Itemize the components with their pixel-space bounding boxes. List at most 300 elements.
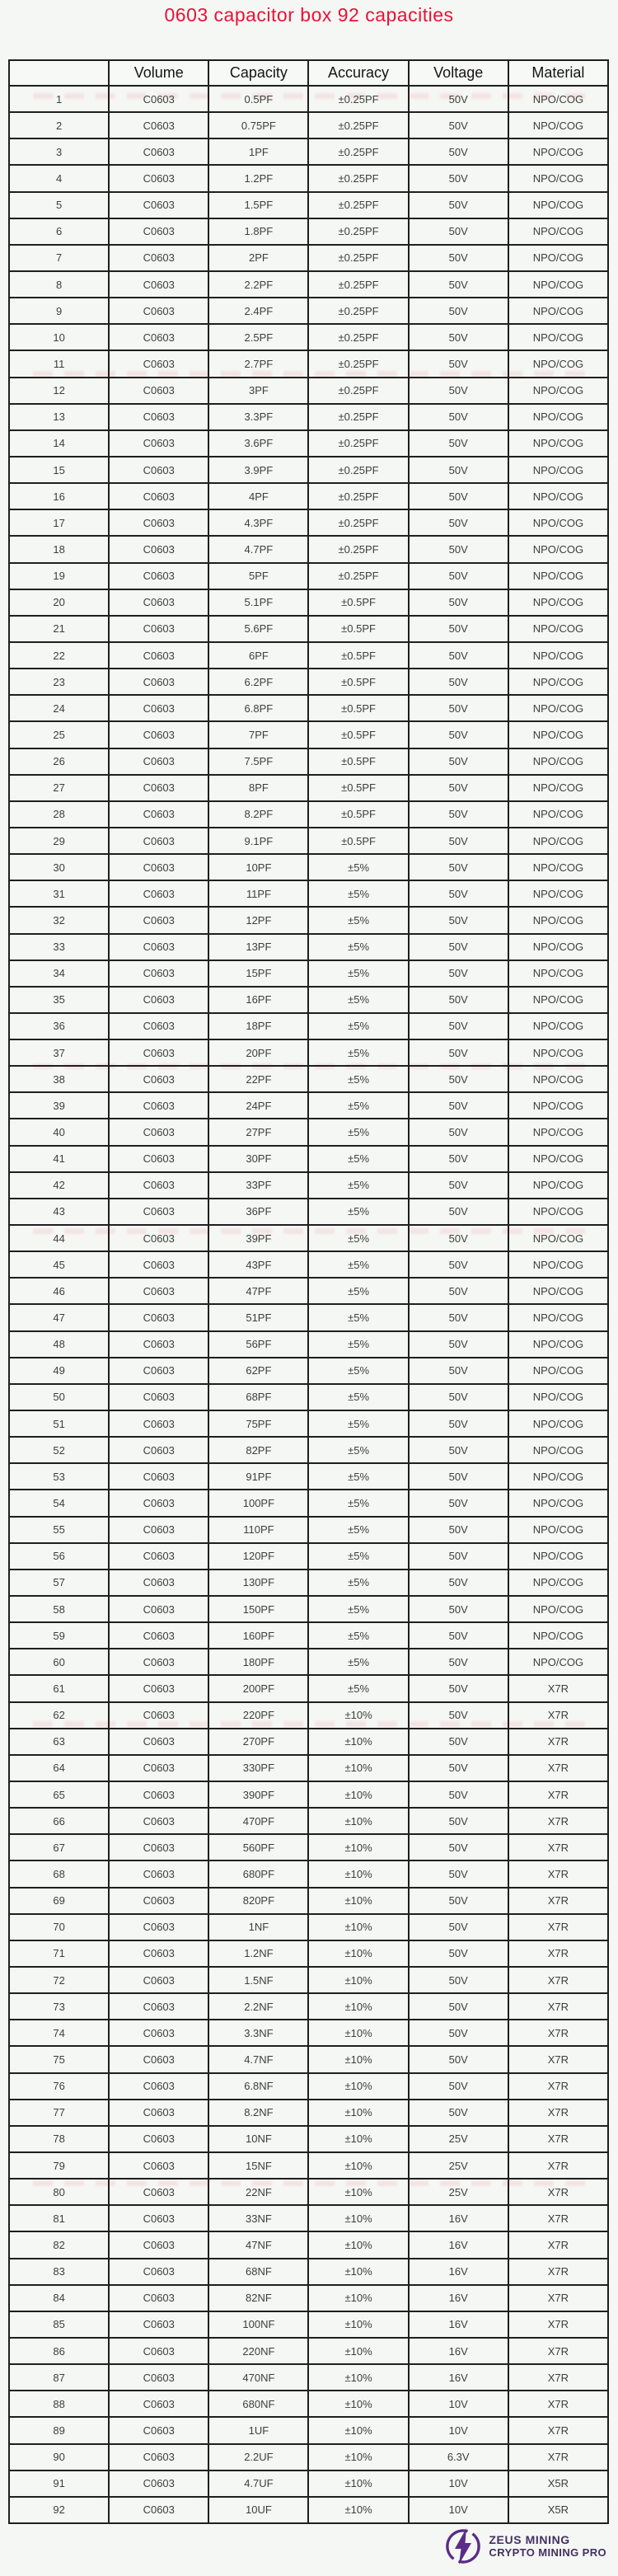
material-cell: NPO/COG xyxy=(508,801,608,828)
capacity-cell: 820PF xyxy=(208,1888,308,1914)
table-row xyxy=(9,138,608,165)
table-row xyxy=(9,2285,608,2311)
voltage-cell: 25V xyxy=(409,2152,508,2179)
voltage-cell: 10V xyxy=(409,2391,508,2417)
row-number-cell: 19 xyxy=(9,563,109,589)
voltage-cell: 50V xyxy=(409,1517,508,1543)
material-cell: X7R xyxy=(508,2152,608,2179)
voltage-cell: 50V xyxy=(409,1570,508,1596)
capacity-cell: 18PF xyxy=(208,1013,308,1039)
row-number-cell: 8 xyxy=(9,271,109,298)
volume-cell: C0603 xyxy=(109,2100,208,2126)
row-number-cell: 16 xyxy=(9,483,109,509)
accuracy-cell: ±5% xyxy=(308,1146,408,1172)
voltage-cell: 50V xyxy=(409,854,508,880)
volume-cell: C0603 xyxy=(109,1066,208,1092)
voltage-cell: 50V xyxy=(409,1888,508,1914)
voltage-cell: 16V xyxy=(409,2259,508,2285)
material-cell: X7R xyxy=(508,1702,608,1729)
accuracy-cell: ±10% xyxy=(308,2020,408,2046)
table-row xyxy=(9,1993,608,2020)
table-row xyxy=(9,721,608,748)
row-number-cell: 50 xyxy=(9,1384,109,1410)
row-number-cell: 68 xyxy=(9,1860,109,1887)
capacity-cell: 8.2PF xyxy=(208,801,308,828)
voltage-cell: 50V xyxy=(409,1358,508,1384)
row-number-cell: 59 xyxy=(9,1622,109,1649)
capacity-cell: 68PF xyxy=(208,1384,308,1410)
volume-cell: C0603 xyxy=(109,1119,208,1145)
capacity-cell: 62PF xyxy=(208,1358,308,1384)
accuracy-cell: ±5% xyxy=(308,1463,408,1490)
accuracy-cell: ±5% xyxy=(308,960,408,987)
voltage-cell: 50V xyxy=(409,1729,508,1755)
volume-cell: C0603 xyxy=(109,1358,208,1384)
accuracy-cell: ±5% xyxy=(308,1066,408,1092)
table-row xyxy=(9,2179,608,2205)
table-row xyxy=(9,1039,608,1066)
table-row xyxy=(9,457,608,483)
accuracy-cell: ±0.5PF xyxy=(308,589,408,616)
capacity-cell: 9.1PF xyxy=(208,828,308,854)
row-number-cell: 41 xyxy=(9,1146,109,1172)
accuracy-cell: ±5% xyxy=(308,1278,408,1304)
voltage-cell: 50V xyxy=(409,245,508,271)
accuracy-cell: ±5% xyxy=(308,1119,408,1145)
accuracy-cell: ±10% xyxy=(308,2259,408,2285)
material-cell: NPO/COG xyxy=(508,1278,608,1304)
accuracy-cell: ±0.5PF xyxy=(308,721,408,748)
accuracy-cell: ±10% xyxy=(308,2152,408,2179)
material-cell: NPO/COG xyxy=(508,669,608,695)
volume-cell: C0603 xyxy=(109,1146,208,1172)
row-number-cell: 40 xyxy=(9,1119,109,1145)
material-cell: NPO/COG xyxy=(508,218,608,245)
material-cell: NPO/COG xyxy=(508,880,608,907)
row-number-cell: 35 xyxy=(9,987,109,1013)
volume-cell: C0603 xyxy=(109,721,208,748)
table-row xyxy=(9,2231,608,2258)
accuracy-cell: ±0.25PF xyxy=(308,350,408,377)
volume-cell: C0603 xyxy=(109,1490,208,1516)
row-number-cell: 71 xyxy=(9,1940,109,1967)
voltage-cell: 50V xyxy=(409,1092,508,1119)
column-header-capacity: Capacity xyxy=(208,60,308,86)
table-row xyxy=(9,1251,608,1278)
row-number-cell: 7 xyxy=(9,245,109,271)
capacity-cell: 47PF xyxy=(208,1278,308,1304)
voltage-cell: 50V xyxy=(409,1384,508,1410)
voltage-cell: 10V xyxy=(409,2417,508,2443)
capacity-cell: 6PF xyxy=(208,642,308,669)
material-cell: NPO/COG xyxy=(508,960,608,987)
material-cell: NPO/COG xyxy=(508,1013,608,1039)
accuracy-cell: ±0.25PF xyxy=(308,457,408,483)
accuracy-cell: ±0.25PF xyxy=(308,324,408,350)
capacity-cell: 4.7NF xyxy=(208,2046,308,2072)
material-cell: NPO/COG xyxy=(508,245,608,271)
material-cell: NPO/COG xyxy=(508,616,608,642)
material-cell: NPO/COG xyxy=(508,721,608,748)
row-number-cell: 34 xyxy=(9,960,109,987)
accuracy-cell: ±10% xyxy=(308,1702,408,1729)
voltage-cell: 50V xyxy=(409,1860,508,1887)
accuracy-cell: ±5% xyxy=(308,987,408,1013)
capacity-cell: 130PF xyxy=(208,1570,308,1596)
capacity-cell: 4.7UF xyxy=(208,2470,308,2497)
material-cell: X7R xyxy=(508,1834,608,1860)
volume-cell: C0603 xyxy=(109,536,208,562)
table-row xyxy=(9,1596,608,1622)
row-number-cell: 80 xyxy=(9,2179,109,2205)
volume-cell: C0603 xyxy=(109,1039,208,1066)
capacity-cell: 1.8PF xyxy=(208,218,308,245)
accuracy-cell: ±0.25PF xyxy=(308,298,408,324)
voltage-cell: 50V xyxy=(409,775,508,801)
row-number-cell: 10 xyxy=(9,324,109,350)
volume-cell: C0603 xyxy=(109,298,208,324)
capacity-cell: 20PF xyxy=(208,1039,308,1066)
table-row xyxy=(9,1755,608,1781)
volume-cell: C0603 xyxy=(109,801,208,828)
material-cell: X7R xyxy=(508,2046,608,2072)
accuracy-cell: ±5% xyxy=(308,1304,408,1330)
row-number-cell: 32 xyxy=(9,907,109,933)
capacity-cell: 2.2NF xyxy=(208,1993,308,2020)
volume-cell: C0603 xyxy=(109,642,208,669)
row-number-cell: 30 xyxy=(9,854,109,880)
voltage-cell: 16V xyxy=(409,2338,508,2364)
row-number-cell: 75 xyxy=(9,2046,109,2072)
material-cell: NPO/COG xyxy=(508,298,608,324)
capacity-cell: 10UF xyxy=(208,2497,308,2523)
capacity-cell: 7PF xyxy=(208,721,308,748)
material-cell: X7R xyxy=(508,2364,608,2391)
row-number-cell: 78 xyxy=(9,2126,109,2152)
capacity-cell: 2.2PF xyxy=(208,271,308,298)
table-row xyxy=(9,2100,608,2126)
table-row xyxy=(9,324,608,350)
accuracy-cell: ±5% xyxy=(308,1384,408,1410)
accuracy-cell: ±5% xyxy=(308,1092,408,1119)
accuracy-cell: ±10% xyxy=(308,2338,408,2364)
volume-cell: C0603 xyxy=(109,218,208,245)
accuracy-cell: ±10% xyxy=(308,2391,408,2417)
row-number-cell: 13 xyxy=(9,404,109,430)
capacity-cell: 39PF xyxy=(208,1225,308,1251)
table-row xyxy=(9,2259,608,2285)
volume-cell: C0603 xyxy=(109,589,208,616)
material-cell: NPO/COG xyxy=(508,1622,608,1649)
row-number-cell: 86 xyxy=(9,2338,109,2364)
table-row xyxy=(9,1543,608,1570)
volume-cell: C0603 xyxy=(109,350,208,377)
table-row xyxy=(9,218,608,245)
capacity-cell: 2.7PF xyxy=(208,350,308,377)
accuracy-cell: ±0.25PF xyxy=(308,165,408,191)
voltage-cell: 50V xyxy=(409,2100,508,2126)
row-number-cell: 58 xyxy=(9,1596,109,1622)
volume-cell: C0603 xyxy=(109,1808,208,1834)
accuracy-cell: ±5% xyxy=(308,1517,408,1543)
accuracy-cell: ±0.5PF xyxy=(308,695,408,721)
table-row xyxy=(9,1622,608,1649)
table-row xyxy=(9,616,608,642)
voltage-cell: 50V xyxy=(409,2046,508,2072)
voltage-cell: 50V xyxy=(409,1304,508,1330)
capacity-cell: 560PF xyxy=(208,1834,308,1860)
capacity-cell: 12PF xyxy=(208,907,308,933)
volume-cell: C0603 xyxy=(109,669,208,695)
material-cell: NPO/COG xyxy=(508,350,608,377)
capacity-cell: 2.5PF xyxy=(208,324,308,350)
voltage-cell: 50V xyxy=(409,378,508,404)
voltage-cell: 25V xyxy=(409,2126,508,2152)
capacity-cell: 36PF xyxy=(208,1199,308,1225)
volume-cell: C0603 xyxy=(109,1410,208,1437)
volume-cell: C0603 xyxy=(109,2073,208,2100)
capacity-cell: 82NF xyxy=(208,2285,308,2311)
voltage-cell: 50V xyxy=(409,1675,508,1701)
voltage-cell: 50V xyxy=(409,350,508,377)
table-row xyxy=(9,1013,608,1039)
voltage-cell: 50V xyxy=(409,1808,508,1834)
voltage-cell: 50V xyxy=(409,616,508,642)
row-number-cell: 3 xyxy=(9,138,109,165)
voltage-cell: 50V xyxy=(409,1755,508,1781)
column-header-volume: Volume xyxy=(109,60,208,86)
voltage-cell: 50V xyxy=(409,112,508,138)
row-number-cell: 85 xyxy=(9,2311,109,2338)
voltage-cell: 50V xyxy=(409,1039,508,1066)
volume-cell: C0603 xyxy=(109,1013,208,1039)
row-number-cell: 70 xyxy=(9,1914,109,1940)
volume-cell: C0603 xyxy=(109,2364,208,2391)
accuracy-cell: ±0.5PF xyxy=(308,801,408,828)
capacity-cell: 91PF xyxy=(208,1463,308,1490)
capacity-cell: 3.3PF xyxy=(208,404,308,430)
lightning-bolt-circle-icon xyxy=(444,2527,482,2565)
material-cell: NPO/COG xyxy=(508,404,608,430)
voltage-cell: 50V xyxy=(409,589,508,616)
row-number-cell: 73 xyxy=(9,1993,109,2020)
material-cell: X5R xyxy=(508,2497,608,2523)
volume-cell: C0603 xyxy=(109,1649,208,1675)
accuracy-cell: ±5% xyxy=(308,1543,408,1570)
voltage-cell: 50V xyxy=(409,430,508,457)
row-number-cell: 52 xyxy=(9,1437,109,1463)
row-number-cell: 48 xyxy=(9,1331,109,1358)
capacity-cell: 43PF xyxy=(208,1251,308,1278)
voltage-cell: 50V xyxy=(409,828,508,854)
volume-cell: C0603 xyxy=(109,854,208,880)
capacity-cell: 5.1PF xyxy=(208,589,308,616)
material-cell: NPO/COG xyxy=(508,271,608,298)
table-row xyxy=(9,2020,608,2046)
material-cell: NPO/COG xyxy=(508,509,608,536)
capacity-cell: 2.2UF xyxy=(208,2444,308,2470)
row-number-cell: 55 xyxy=(9,1517,109,1543)
table-row xyxy=(9,2046,608,2072)
voltage-cell: 50V xyxy=(409,509,508,536)
row-number-cell: 67 xyxy=(9,1834,109,1860)
material-cell: NPO/COG xyxy=(508,748,608,775)
table-row xyxy=(9,934,608,960)
accuracy-cell: ±0.25PF xyxy=(308,112,408,138)
volume-cell: C0603 xyxy=(109,2391,208,2417)
material-cell: X7R xyxy=(508,1755,608,1781)
volume-cell: C0603 xyxy=(109,1384,208,1410)
row-number-cell: 22 xyxy=(9,642,109,669)
table-row xyxy=(9,854,608,880)
voltage-cell: 50V xyxy=(409,1119,508,1145)
material-cell: X7R xyxy=(508,2285,608,2311)
material-cell: NPO/COG xyxy=(508,1649,608,1675)
accuracy-cell: ±5% xyxy=(308,1490,408,1516)
volume-cell: C0603 xyxy=(109,1622,208,1649)
capacity-cell: 3.9PF xyxy=(208,457,308,483)
table-row xyxy=(9,536,608,562)
capacity-cell: 33NF xyxy=(208,2205,308,2231)
row-number-cell: 28 xyxy=(9,801,109,828)
volume-cell: C0603 xyxy=(109,1172,208,1199)
accuracy-cell: ±10% xyxy=(308,2470,408,2497)
row-number-cell: 14 xyxy=(9,430,109,457)
table-row xyxy=(9,509,608,536)
voltage-cell: 50V xyxy=(409,138,508,165)
capacity-cell: 5PF xyxy=(208,563,308,589)
accuracy-cell: ±0.25PF xyxy=(308,430,408,457)
material-cell: X7R xyxy=(508,2073,608,2100)
volume-cell: C0603 xyxy=(109,616,208,642)
table-row xyxy=(9,245,608,271)
volume-cell: C0603 xyxy=(109,1888,208,1914)
volume-cell: C0603 xyxy=(109,165,208,191)
capacity-cell: 0.75PF xyxy=(208,112,308,138)
volume-cell: C0603 xyxy=(109,1675,208,1701)
material-cell: NPO/COG xyxy=(508,112,608,138)
voltage-cell: 16V xyxy=(409,2205,508,2231)
table-row xyxy=(9,1278,608,1304)
voltage-cell: 50V xyxy=(409,1410,508,1437)
voltage-cell: 50V xyxy=(409,987,508,1013)
row-number-cell: 42 xyxy=(9,1172,109,1199)
row-number-cell: 87 xyxy=(9,2364,109,2391)
table-row xyxy=(9,1914,608,1940)
table-row xyxy=(9,1463,608,1490)
material-cell: NPO/COG xyxy=(508,1146,608,1172)
material-cell: NPO/COG xyxy=(508,324,608,350)
material-cell: NPO/COG xyxy=(508,1199,608,1225)
accuracy-cell: ±5% xyxy=(308,1251,408,1278)
row-number-cell: 66 xyxy=(9,1808,109,1834)
material-cell: X7R xyxy=(508,2179,608,2205)
capacity-cell: 160PF xyxy=(208,1622,308,1649)
accuracy-cell: ±5% xyxy=(308,1358,408,1384)
volume-cell: C0603 xyxy=(109,1940,208,1967)
material-cell: X7R xyxy=(508,1781,608,1808)
table-row xyxy=(9,1358,608,1384)
capacity-cell: 6.8PF xyxy=(208,695,308,721)
accuracy-cell: ±5% xyxy=(308,1437,408,1463)
material-cell: X7R xyxy=(508,1729,608,1755)
capacity-cell: 110PF xyxy=(208,1517,308,1543)
material-cell: X7R xyxy=(508,2205,608,2231)
accuracy-cell: ±10% xyxy=(308,1781,408,1808)
accuracy-cell: ±5% xyxy=(308,1225,408,1251)
table-row xyxy=(9,1490,608,1516)
voltage-cell: 50V xyxy=(409,880,508,907)
capacity-cell: 8.2NF xyxy=(208,2100,308,2126)
row-number-cell: 6 xyxy=(9,218,109,245)
accuracy-cell: ±10% xyxy=(308,2100,408,2126)
voltage-cell: 10V xyxy=(409,2497,508,2523)
table-row xyxy=(9,2152,608,2179)
material-cell: NPO/COG xyxy=(508,192,608,218)
row-number-cell: 44 xyxy=(9,1225,109,1251)
table-row xyxy=(9,192,608,218)
table-row xyxy=(9,350,608,377)
table-row xyxy=(9,1172,608,1199)
accuracy-cell: ±0.25PF xyxy=(308,271,408,298)
capacity-cell: 1PF xyxy=(208,138,308,165)
row-number-cell: 60 xyxy=(9,1649,109,1675)
row-number-cell: 39 xyxy=(9,1092,109,1119)
volume-cell: C0603 xyxy=(109,695,208,721)
table-row xyxy=(9,1066,608,1092)
table-row xyxy=(9,669,608,695)
row-number-cell: 43 xyxy=(9,1199,109,1225)
voltage-cell: 50V xyxy=(409,298,508,324)
capacity-cell: 390PF xyxy=(208,1781,308,1808)
voltage-cell: 50V xyxy=(409,801,508,828)
capacity-cell: 6.8NF xyxy=(208,2073,308,2100)
volume-cell: C0603 xyxy=(109,2417,208,2443)
accuracy-cell: ±10% xyxy=(308,2046,408,2072)
volume-cell: C0603 xyxy=(109,1517,208,1543)
material-cell: NPO/COG xyxy=(508,378,608,404)
material-cell: NPO/COG xyxy=(508,1358,608,1384)
capacity-cell: 100PF xyxy=(208,1490,308,1516)
row-number-cell: 64 xyxy=(9,1755,109,1781)
voltage-cell: 50V xyxy=(409,457,508,483)
row-number-cell: 61 xyxy=(9,1675,109,1701)
capacity-cell: 270PF xyxy=(208,1729,308,1755)
material-cell: NPO/COG xyxy=(508,1596,608,1622)
table-row xyxy=(9,483,608,509)
capacity-cell: 56PF xyxy=(208,1331,308,1358)
volume-cell: C0603 xyxy=(109,1199,208,1225)
accuracy-cell: ±0.25PF xyxy=(308,192,408,218)
capacity-cell: 1UF xyxy=(208,2417,308,2443)
capacity-cell: 30PF xyxy=(208,1146,308,1172)
material-cell: NPO/COG xyxy=(508,457,608,483)
accuracy-cell: ±5% xyxy=(308,1596,408,1622)
accuracy-cell: ±10% xyxy=(308,1860,408,1887)
voltage-cell: 50V xyxy=(409,1993,508,2020)
material-cell: NPO/COG xyxy=(508,987,608,1013)
material-cell: NPO/COG xyxy=(508,430,608,457)
row-number-cell: 15 xyxy=(9,457,109,483)
row-number-cell: 23 xyxy=(9,669,109,695)
row-number-cell: 27 xyxy=(9,775,109,801)
volume-cell: C0603 xyxy=(109,404,208,430)
material-cell: X7R xyxy=(508,2126,608,2152)
capacity-cell: 680NF xyxy=(208,2391,308,2417)
row-number-cell: 65 xyxy=(9,1781,109,1808)
table-row xyxy=(9,1146,608,1172)
accuracy-cell: ±0.5PF xyxy=(308,669,408,695)
